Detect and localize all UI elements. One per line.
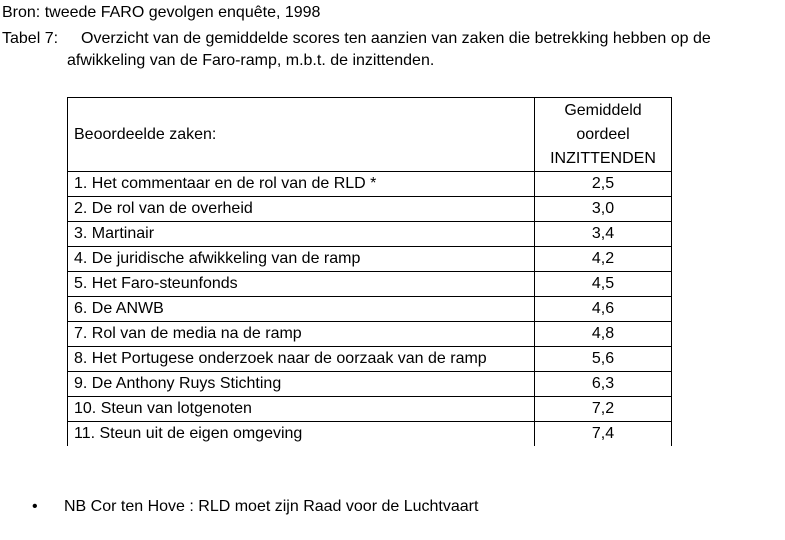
row-item-cell: 9. De Anthony Ruys Stichting <box>68 372 535 397</box>
table-row <box>68 322 672 347</box>
row-score-cell: 7,2 <box>535 397 672 422</box>
scores-table <box>67 97 672 446</box>
row-score-cell: 4,5 <box>535 272 672 297</box>
row-item-cell: 3. Martinair <box>68 222 535 247</box>
table-row <box>68 222 672 247</box>
row-score-cell: 4,2 <box>535 247 672 272</box>
row-score-cell: 5,6 <box>535 347 672 372</box>
caption-line-1: Overzicht van de gemiddelde scores ten aanzien van zaken die betrekking hebben op de <box>81 30 711 47</box>
table-row <box>68 422 672 447</box>
row-score-cell: 4,8 <box>535 322 672 347</box>
row-item-cell: 7. Rol van de media na de ramp <box>68 322 535 347</box>
header-item-cell: Beoordeelde zaken: <box>68 98 535 172</box>
footnote-text: NB Cor ten Hove : RLD moet zijn Raad voor de Luchtvaart <box>64 498 479 515</box>
header-score-line: Gemiddeld <box>564 101 642 119</box>
table-row <box>68 272 672 297</box>
row-item-cell: 5. Het Faro-steunfonds <box>68 272 535 297</box>
row-item-cell: 1. Het commentaar en de rol van de RLD * <box>68 172 535 197</box>
row-item-cell: 2. De rol van de overheid <box>68 197 535 222</box>
header-score-line: INZITTENDEN <box>550 149 656 167</box>
table-row <box>68 397 672 422</box>
caption-line-2: afwikkeling van de Faro-ramp, m.b.t. de inzittenden. <box>67 52 435 69</box>
row-score-cell: 6,3 <box>535 372 672 397</box>
row-score-cell: 3,4 <box>535 222 672 247</box>
row-score-cell: 2,5 <box>535 172 672 197</box>
table-row <box>68 172 672 197</box>
footnote <box>32 497 478 517</box>
header-score-cell <box>535 98 672 172</box>
table-row <box>68 347 672 372</box>
table-row <box>68 247 672 272</box>
row-item-cell: 8. Het Portugese onderzoek naar de oorzaak van de ramp <box>68 347 535 372</box>
row-item-cell: 4. De juridische afwikkeling van de ramp <box>68 247 535 272</box>
table-row <box>68 372 672 397</box>
table-row <box>68 297 672 322</box>
bullet-icon: • <box>32 498 38 515</box>
header-score-line: oordeel <box>576 125 630 143</box>
table-row <box>68 197 672 222</box>
table-header-row <box>68 98 672 172</box>
row-item-cell: 6. De ANWB <box>68 297 535 322</box>
source-line: Bron: tweede FARO gevolgen enquête, 1998 <box>2 4 321 21</box>
row-item-cell: 11. Steun uit de eigen omgeving <box>68 422 535 447</box>
row-score-cell: 4,6 <box>535 297 672 322</box>
row-score-cell: 7,4 <box>535 422 672 447</box>
row-score-cell: 3,0 <box>535 197 672 222</box>
caption-label: Tabel 7: <box>2 30 59 47</box>
row-item-cell: 10. Steun van lotgenoten <box>68 397 535 422</box>
